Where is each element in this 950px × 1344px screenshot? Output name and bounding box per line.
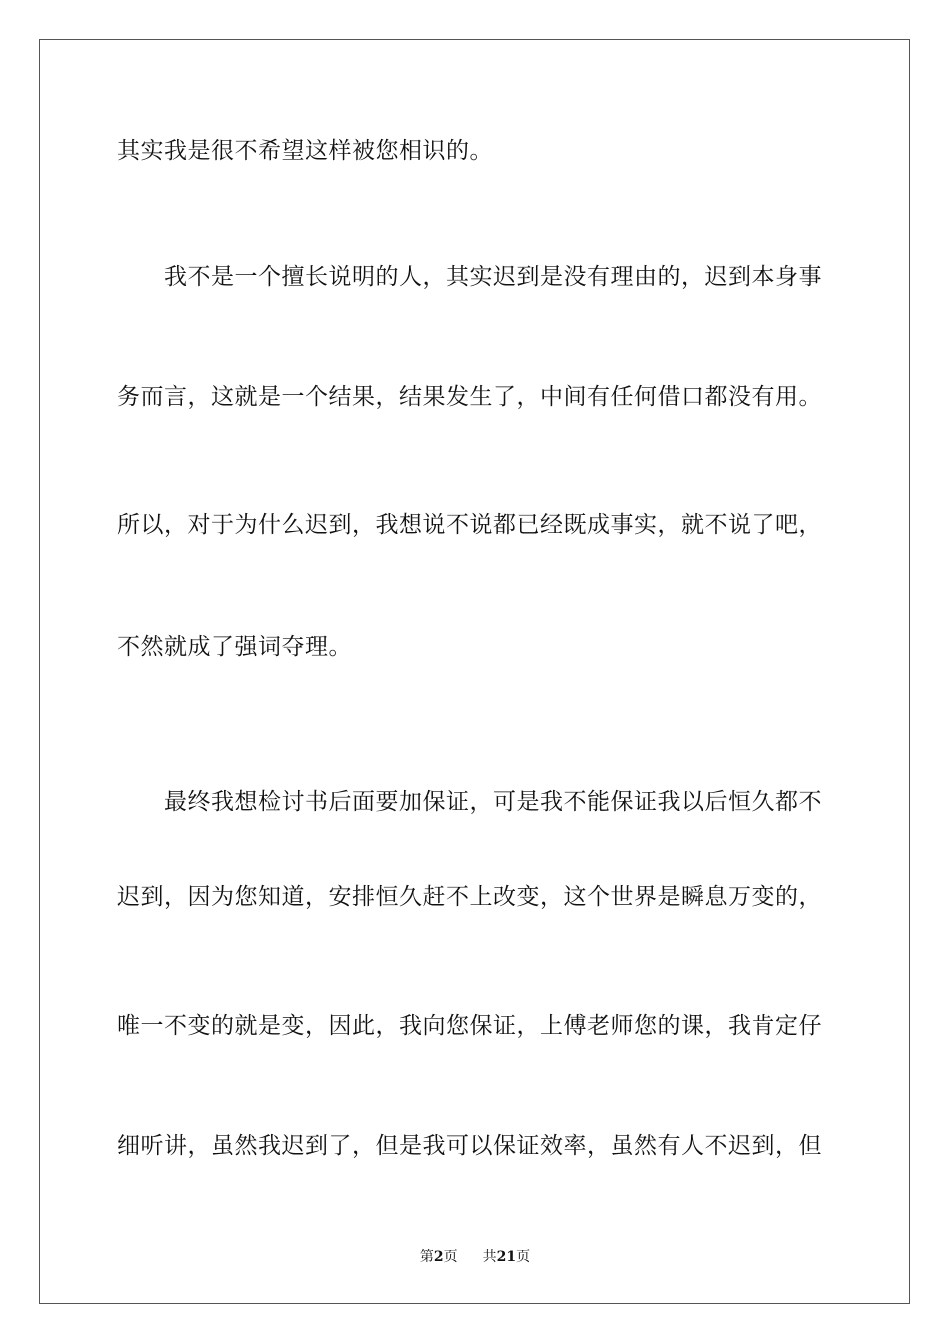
- page-indicator: 第2页: [419, 1249, 458, 1265]
- current-page-number: 2: [433, 1249, 444, 1265]
- text-line-3: 务而言，这就是一个结果，结果发生了，中间有任何借口都没有用。: [117, 384, 822, 410]
- text-line-2: 我不是一个擅长说明的人，其实迟到是没有理由的，迟到本身事: [164, 264, 822, 290]
- total-pages-indicator: 共21页: [482, 1249, 531, 1265]
- text-line-7: 迟到，因为您知道，安排恒久赶不上改变，这个世界是瞬息万变的，: [117, 884, 822, 910]
- text-line-1: 其实我是很不希望这样被您相识的。: [117, 138, 493, 164]
- total-page-number: 21: [496, 1249, 517, 1265]
- text-line-9: 细听讲，虽然我迟到了，但是我可以保证效率，虽然有人不迟到，但: [117, 1133, 822, 1159]
- text-line-6: 最终我想检讨书后面要加保证，可是我不能保证我以后恒久都不: [164, 789, 822, 815]
- page-frame: [39, 39, 910, 1304]
- text-line-5: 不然就成了强词夺理。: [117, 634, 352, 660]
- page-footer: [0, 1247, 950, 1267]
- text-line-8: 唯一不变的就是变，因此，我向您保证，上傅老师您的课，我肯定仔: [117, 1013, 822, 1039]
- text-line-4: 所以，对于为什么迟到，我想说不说都已经既成事实，就不说了吧，: [117, 512, 822, 538]
